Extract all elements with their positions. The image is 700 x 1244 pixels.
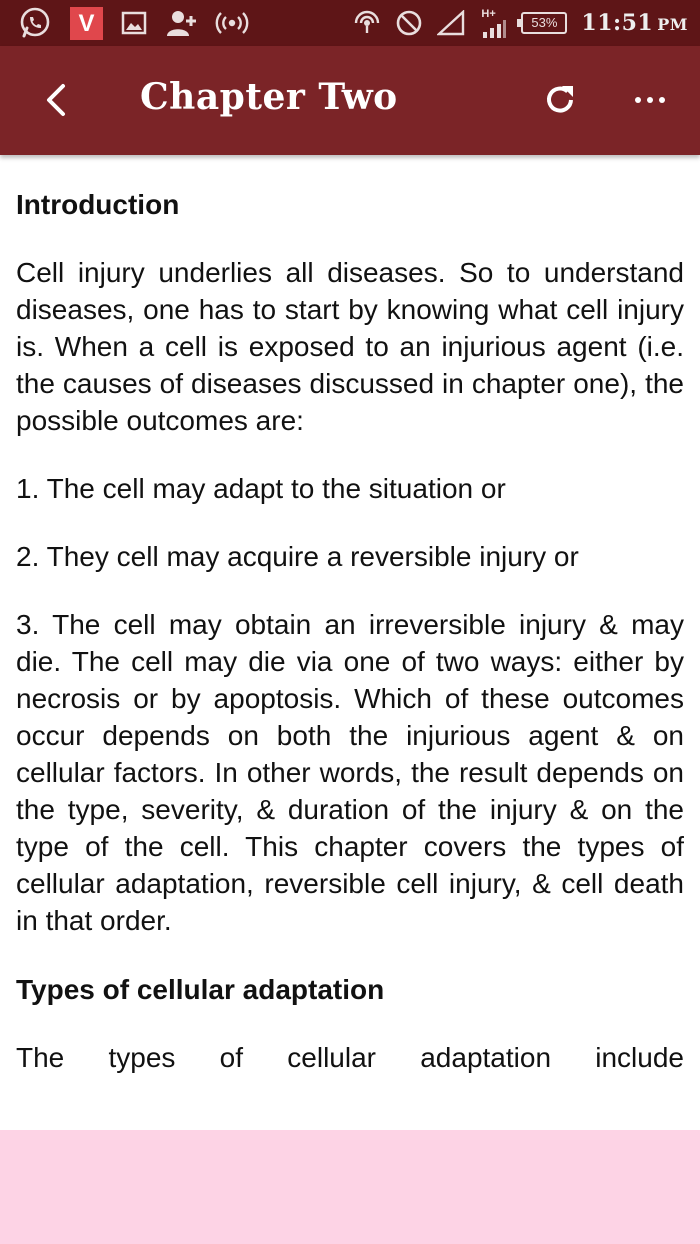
- paragraph-types: The types of cellular adaptation include: [16, 1042, 684, 1073]
- page-title: Chapter Two: [140, 76, 398, 118]
- status-time: [581, 10, 688, 36]
- signal-icon: [437, 10, 467, 36]
- time-ampm: PM: [657, 15, 688, 34]
- more-vert-icon: [633, 95, 667, 105]
- list-item-2: 2. They cell may acquire a reversible injury or: [16, 541, 579, 572]
- heading-types-of-cellular-adaptation: Types of cellular adaptation: [16, 974, 385, 1005]
- chapter-content[interactable]: [16, 155, 684, 1130]
- network-type-label: H+: [481, 7, 496, 20]
- list-item-1: 1. The cell may adapt to the situation or: [16, 473, 506, 504]
- list-item-3: 3. The cell may obtain an irreversible injury & may die. The cell may die via one of two ways: either by necrosis or by apoptosis. Which of these outcomes occur depends on both the injurious agent & on cellular factors. In other words, the result depends on the type, severity, & duration of the injury & on the type of the cell. This chapter covers the types of cellular adaptation, reversible cell injury, & cell death in that order.: [16, 609, 684, 936]
- more-options-button[interactable]: [628, 78, 672, 122]
- heading-introduction: Introduction: [16, 189, 180, 220]
- app-bar: [0, 46, 700, 155]
- back-button[interactable]: [34, 78, 78, 122]
- whatsapp-icon: [18, 6, 52, 40]
- time-value: 11:51: [581, 10, 654, 36]
- gallery-icon: [121, 11, 147, 35]
- status-bar-left: [18, 6, 249, 40]
- battery-indicator: 53%: [521, 12, 567, 34]
- paragraph-intro: Cell injury underlies all diseases. So to understand diseases, one has to start by knowing what cell injury is. When a cell is exposed to an injurious agent (i.e. the causes of diseases discussed in chapter one), the possible outcomes are:: [16, 257, 684, 436]
- do-not-disturb-icon: [395, 9, 423, 37]
- hotspot-icon: [215, 10, 249, 36]
- wifi-calling-icon: [353, 9, 381, 37]
- ad-banner-area[interactable]: [0, 1130, 700, 1244]
- add-contact-icon: [165, 8, 197, 38]
- refresh-button[interactable]: [538, 78, 582, 122]
- network-h-plus-icon: [481, 9, 507, 38]
- status-bar-right: [353, 9, 688, 38]
- status-bar: [0, 0, 700, 46]
- back-arrow-icon: [43, 83, 69, 117]
- refresh-icon: [542, 82, 578, 118]
- vlc-v-icon: V: [70, 7, 103, 40]
